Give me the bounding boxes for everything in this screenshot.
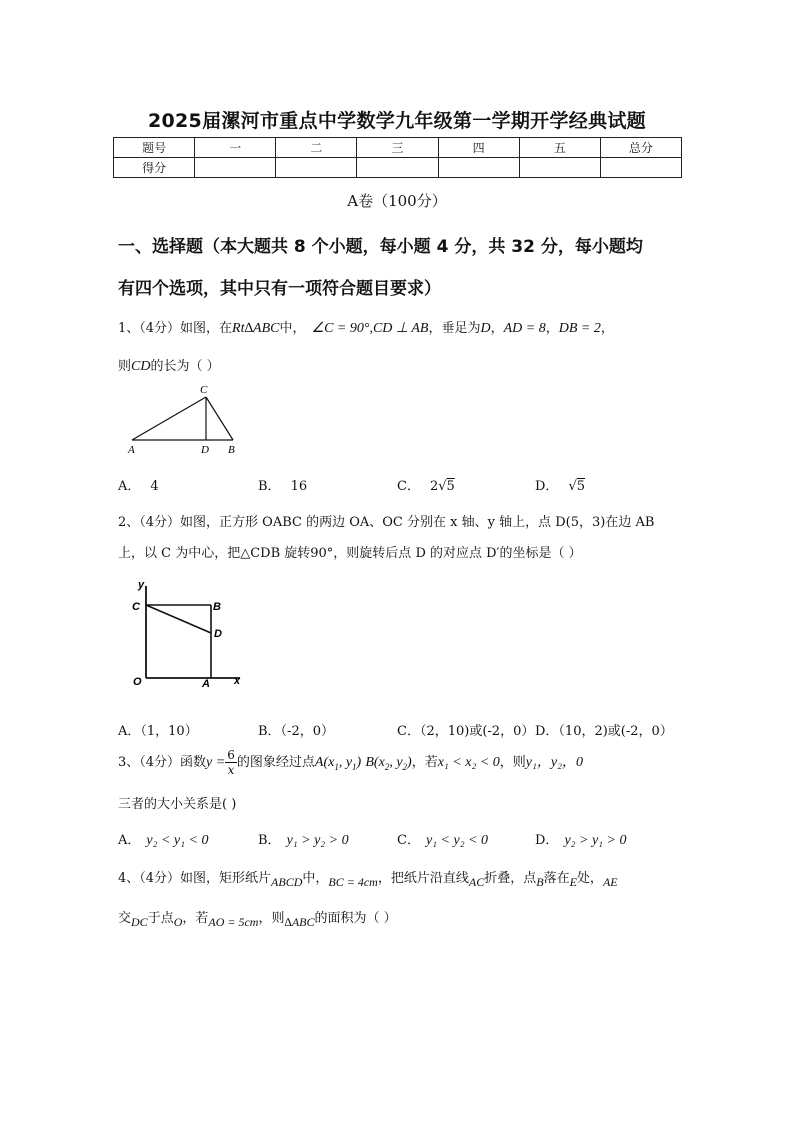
q1-triangle: Rt∆ABC [232,321,280,336]
score-table [113,137,682,178]
q3-fraction: $\frac{6}{x}$ [227,748,235,777]
score-table-header-row [114,138,682,158]
q2-label-y: y [138,579,145,591]
q1-line2: 则CD的长为（ ） [118,359,220,374]
score-table-cell [357,158,438,178]
score-table-cell: 四 [438,138,519,158]
q1-db: DB = 2 [558,321,601,336]
q4-line2: 交DC于点O，若AO = 5cm，则∆ABC的面积为（ ） [118,911,397,929]
q3-line2: 三者的大小关系是( ) [118,797,237,812]
score-table-cell: 得分 [114,158,195,178]
score-table-cell: 题号 [114,138,195,158]
score-table-cell [276,158,357,178]
score-table-cell [195,158,276,178]
q1-label-d: D [201,444,209,456]
sqrt-icon: √ [438,479,447,494]
q1-option-b: B． 16 [258,479,308,494]
score-table-cell: 一 [195,138,276,158]
q1-triangle-figure [120,380,250,460]
page-title: 2025届漯河市重点中学数学九年级第一学期开学经典试题 [148,110,646,132]
q1-label-a: A [128,444,135,456]
q2-line2: 上，以 C 为中心，把△CDB 旋转90°，则旋转后点 D 的对应点 D′的坐标是（ ） [118,546,582,561]
q1-ad: AD = 8 [503,321,546,336]
part1-heading-line1: 一、选择题（本大题共 8 个小题，每小题 4 分，共 32 分，每小题均 [118,237,643,257]
q2-line1: 2、（4分）如图，正方形 OABC 的两边 OA、OC 分别在 x 轴、y 轴上，点 D(5，3)在边 AB [118,515,655,530]
score-table-cell [438,158,519,178]
q3-option-b: B． y₁ > y₂ > 0 [258,833,349,848]
q2-option-d: D．（10，2)或(-2，0） [535,724,673,739]
q1-label-b: B [228,444,235,456]
score-table-cell: 二 [276,138,357,158]
q1-option-d: D． √5 [535,479,586,494]
q2-label-d: D [214,628,222,640]
q3-line1: 3、（4分）函数y = $\frac{6}{x}$ 的图象经过点$A(x_1$, $y_1$) $B(x_2$, $y_2$)，若x₁ < x₂ < 0，则y₁，y₂，0 [118,748,583,777]
q1-option-a: A． 4 [118,479,159,494]
q4-line1: 4、（4分）如图，矩形纸片ABCD中，BC = 4cm，把纸片沿直线AC折叠，点B落在E处，AE [118,871,618,889]
q3-option-d: D． y₂ > y₁ > 0 [535,833,627,848]
section-a-title: A卷（100分） [347,192,447,210]
q2-option-c: C．（2，10)或(-2，0） [397,724,535,739]
q1-label-c: C [200,384,208,396]
score-table-score-row [114,158,682,178]
part1-heading-line2: 有四个选项，其中只有一项符合题目要求） [118,279,441,299]
q2-label-b: B [213,601,221,613]
score-table-cell: 总分 [600,138,681,158]
sqrt-icon: √ [568,479,577,494]
score-table-cell [519,158,600,178]
q2-label-a: A [202,678,210,690]
q2-option-b: B．（-2，0） [258,724,334,739]
q2-option-a: A．（1，10） [118,724,198,739]
q1-condition: ∠C = 90°,CD ⊥ AB [311,321,429,336]
q3-option-a: A． y₂ < y₁ < 0 [118,833,209,848]
q2-square-figure [128,578,250,690]
score-table-cell: 五 [519,138,600,158]
q1-option-c: C． 2√5 [397,479,455,494]
q2-label-o: O [133,676,142,688]
q1-line1: 1、（4分）如图，在Rt∆ABC中， ∠C = 90°,CD ⊥ AB，垂足为D，AD = 8，DB = 2， [118,321,614,336]
q2-label-x: x [234,675,241,687]
score-table-cell: 三 [357,138,438,158]
score-table-cell [600,158,681,178]
q3-option-c: C． y₁ < y₂ < 0 [397,833,489,848]
q2-label-c: C [132,601,140,613]
